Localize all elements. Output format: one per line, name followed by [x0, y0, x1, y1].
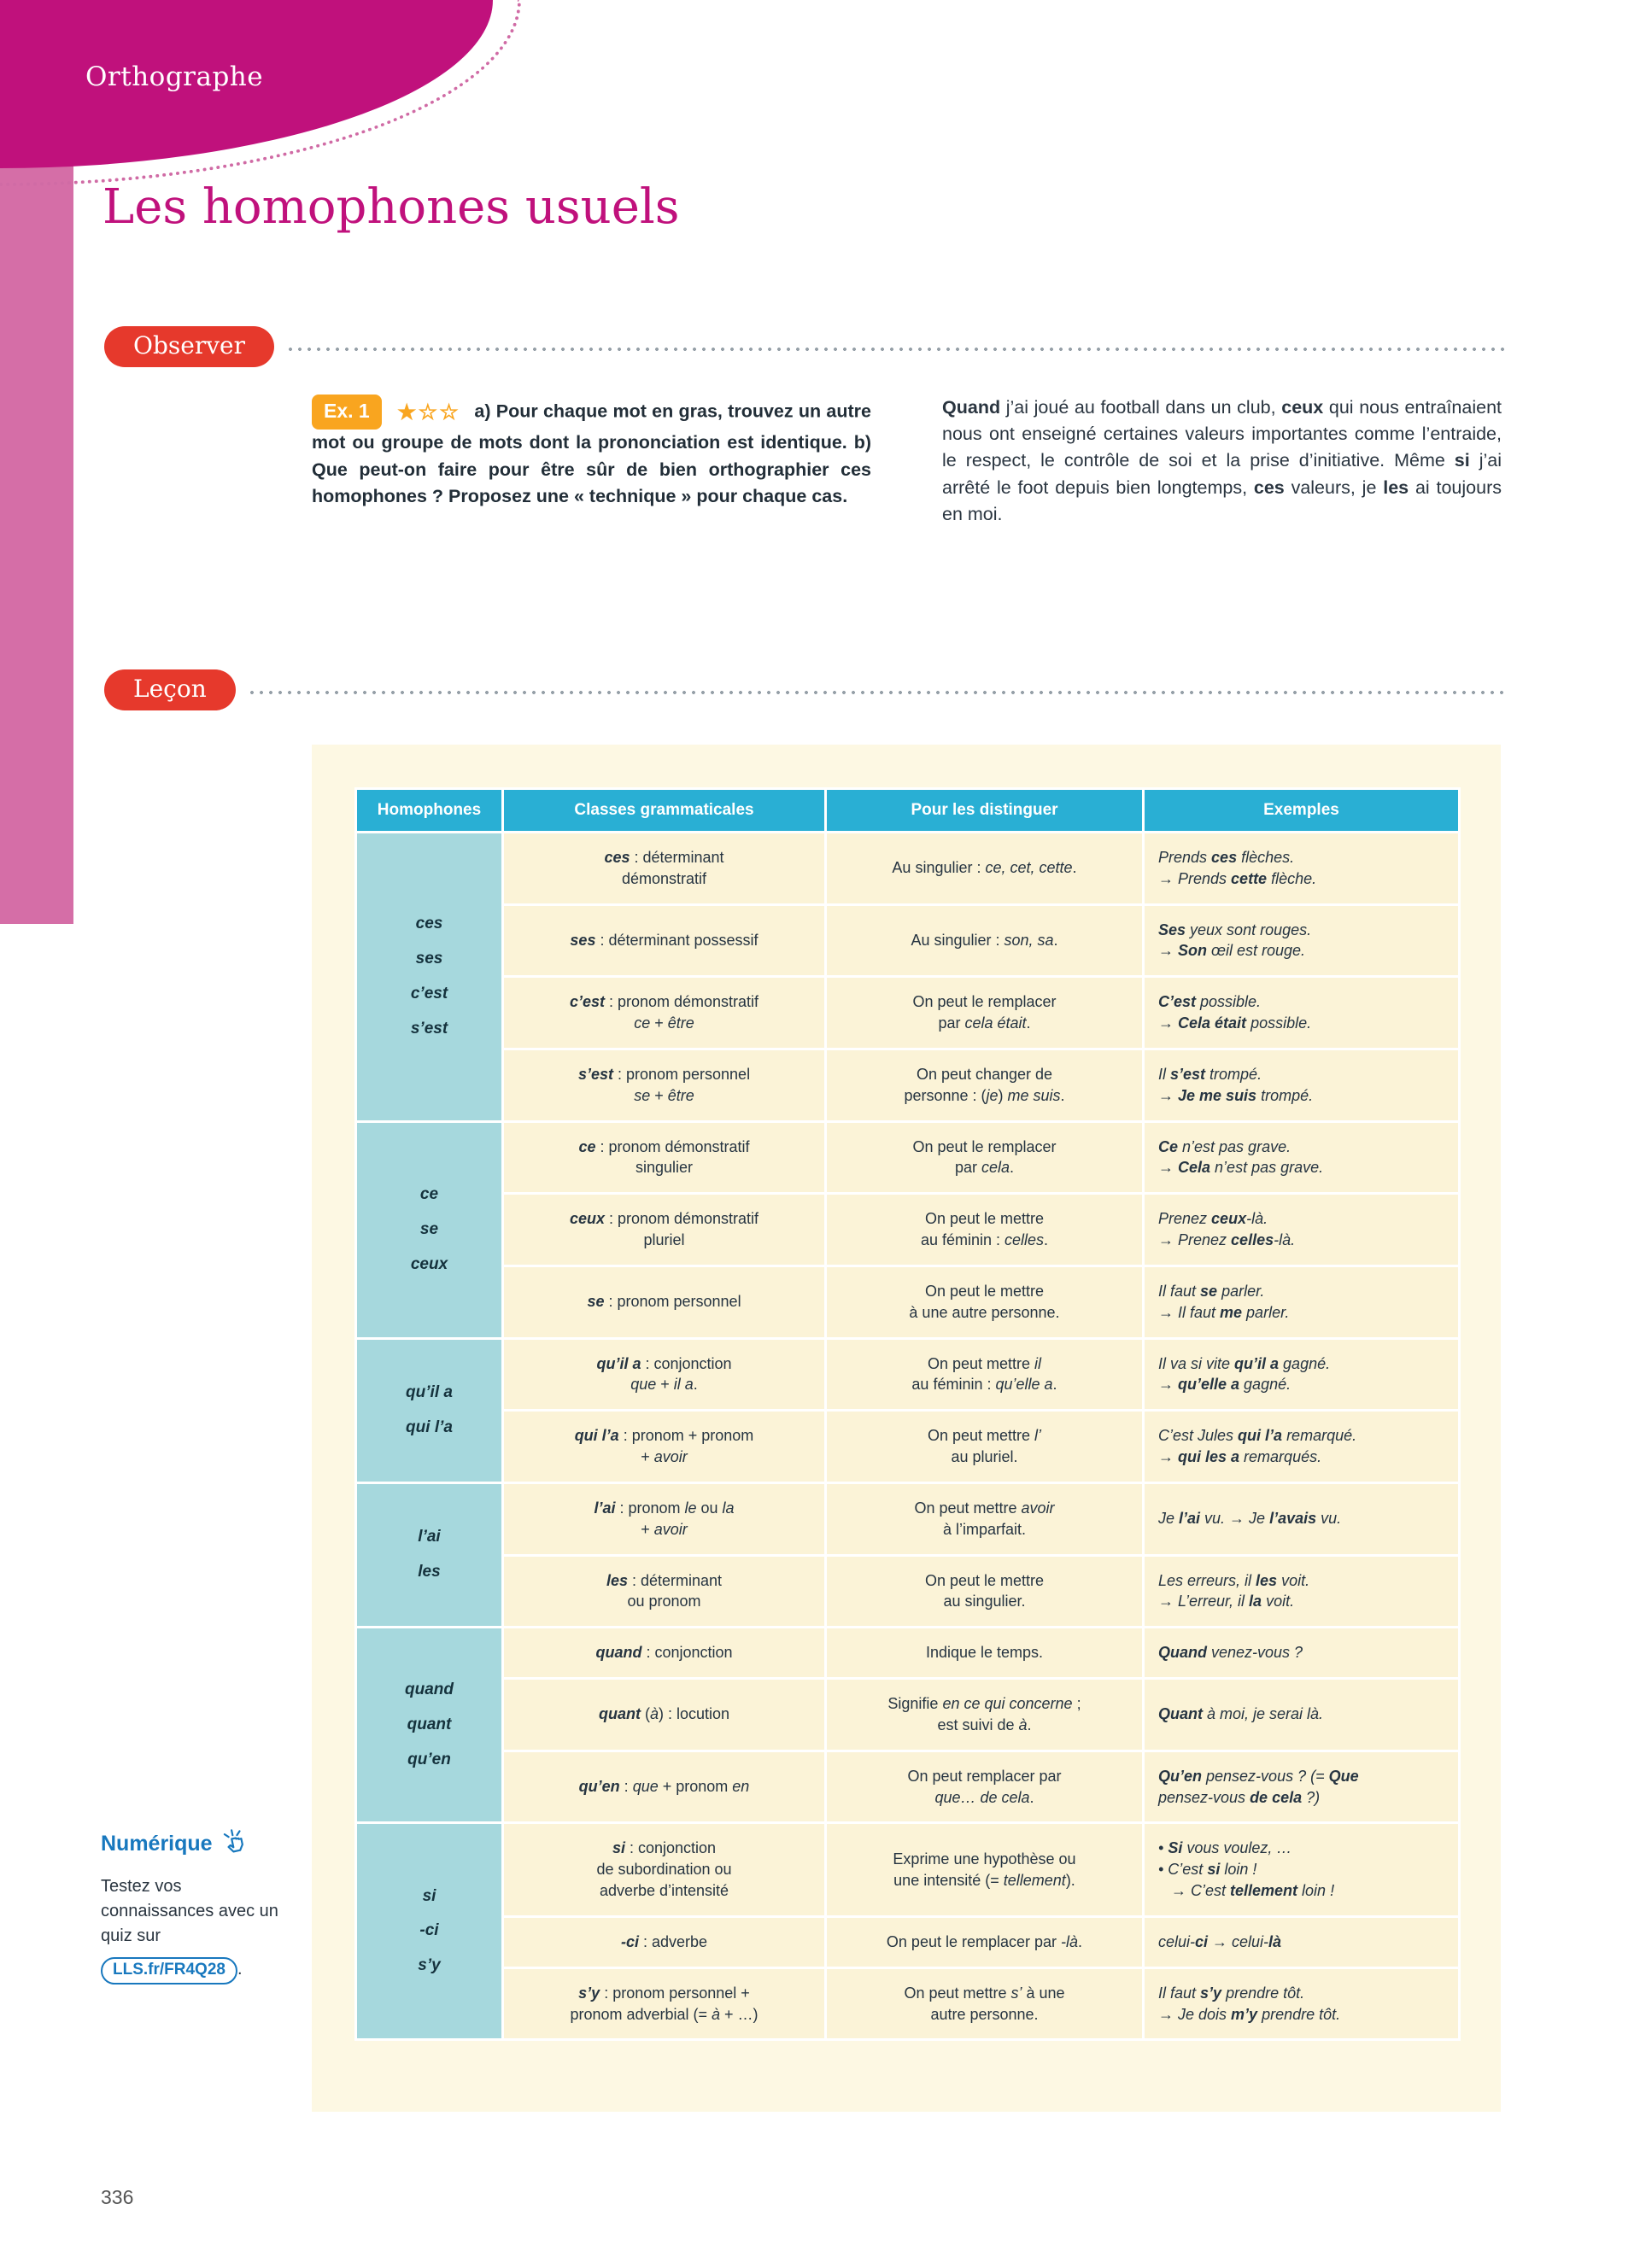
- table-row: [356, 904, 1460, 977]
- classe-cell: qu’il a : conjonction que + il a.: [503, 1338, 826, 1411]
- distinguer-cell: On peut changer de personne : (je) me suis.: [826, 1049, 1144, 1121]
- exemple-cell: Je l’ai vu. → Je l’avais vu.: [1144, 1482, 1460, 1555]
- dotted-leader: [288, 347, 1507, 352]
- distinguer-cell: Exprime une hypothèse ou une intensité (= tellement).: [826, 1823, 1144, 1916]
- distinguer-cell: On peut mettre avoir à l’imparfait.: [826, 1482, 1144, 1555]
- header-pour-les-distinguer: Pour les distinguer: [826, 789, 1144, 833]
- table-header-row: [356, 789, 1460, 833]
- exemple-cell: Il va si vite qu’il a gagné. → qu’elle a gagné.: [1144, 1338, 1460, 1411]
- distinguer-cell: On peut mettre s’ à une autre personne.: [826, 1967, 1144, 2040]
- classe-cell: s’y : pronom personnel + pronom adverbial (= à + …): [503, 1967, 826, 2040]
- classe-cell: qu’en : que + pronom en: [503, 1751, 826, 1823]
- table-row: [356, 1823, 1460, 1916]
- table-row: [356, 1194, 1460, 1266]
- distinguer-cell: On peut le mettre au singulier.: [826, 1555, 1144, 1628]
- numerique-sidebar: [101, 1827, 289, 1984]
- exercise-instructions: [312, 395, 871, 528]
- classe-cell: ceux : pronom démonstratif pluriel: [503, 1194, 826, 1266]
- table-row: [356, 1049, 1460, 1121]
- classe-cell: les : déterminant ou pronom: [503, 1555, 826, 1628]
- table-row: [356, 977, 1460, 1049]
- observer-section-header: [104, 326, 1507, 367]
- table-row: [356, 1266, 1460, 1338]
- numerique-suffix: .: [237, 1960, 243, 1979]
- exemple-cell: Les erreurs, il les voit. → L’erreur, il la voit.: [1144, 1555, 1460, 1628]
- classe-cell: ces : déterminant démonstratif: [503, 833, 826, 905]
- classe-cell: qui l’a : pronom + pronom + avoir: [503, 1411, 826, 1483]
- classe-cell: se : pronom personnel: [503, 1266, 826, 1338]
- exemple-cell: Prends ces flèches. → Prends cette flèche.: [1144, 833, 1460, 905]
- distinguer-cell: On peut mettre il au féminin : qu’elle a.: [826, 1338, 1144, 1411]
- numerique-label: Numérique: [101, 1832, 213, 1856]
- table-row: [356, 1628, 1460, 1679]
- numerique-header: [101, 1827, 289, 1861]
- table-row: [356, 1411, 1460, 1483]
- exemple-cell: Qu’en pensez-vous ? (= Que pensez-vous de cela ?): [1144, 1751, 1460, 1823]
- homophones-table-body: [356, 833, 1460, 2040]
- header-exemples: Exemples: [1144, 789, 1460, 833]
- exemple-cell: C’est Jules qui l’a remarqué. → qui les a remarqués.: [1144, 1411, 1460, 1483]
- exercise-passage: Quand j’ai joué au football dans un club, ceux qui nous entraînaient nous ont enseigné certaines valeurs importantes comme l’entraide, le respect, le contrôle de soi et la prise d’initiative. Même si j’ai arrêté le foot depuis bien longtemps, ces valeurs, je les ai toujours en moi.: [942, 397, 1502, 524]
- observer-badge: Observer: [104, 326, 274, 367]
- exemple-cell: Quant à moi, je serai là.: [1144, 1679, 1460, 1751]
- table-row: [356, 1121, 1460, 1194]
- exemple-cell: Il s’est trompé. → Je me suis trompé.: [1144, 1049, 1460, 1121]
- distinguer-cell: Signifie en ce qui concerne ; est suivi de à.: [826, 1679, 1144, 1751]
- table-row: [356, 1679, 1460, 1751]
- header-classes-grammaticales: Classes grammaticales: [503, 789, 826, 833]
- classe-cell: quant (à) : locution: [503, 1679, 826, 1751]
- classe-cell: quand : conjonction: [503, 1628, 826, 1679]
- table-row: [356, 1338, 1460, 1411]
- homophones-cell: ces ses c’est s’est: [356, 833, 503, 1122]
- exemple-cell: Ses yeux sont rouges. → Son œil est rouge.: [1144, 904, 1460, 977]
- chapter-label: Orthographe: [85, 61, 264, 92]
- dotted-leader: [249, 690, 1507, 695]
- homophones-cell: qu’il a qui l’a: [356, 1338, 503, 1482]
- exemple-cell: Il faut s’y prendre tôt. → Je dois m’y prendre tôt.: [1144, 1967, 1460, 2040]
- table-row: [356, 1967, 1460, 2040]
- homophones-cell: quand quant qu’en: [356, 1628, 503, 1823]
- distinguer-cell: Indique le temps.: [826, 1628, 1144, 1679]
- classe-cell: ses : déterminant possessif: [503, 904, 826, 977]
- homophones-cell: ce se ceux: [356, 1121, 503, 1338]
- exemple-cell: • Si vous voulez, … • C’est si loin ! → C’est tellement loin !: [1144, 1823, 1460, 1916]
- distinguer-cell: On peut mettre l’ au pluriel.: [826, 1411, 1144, 1483]
- lecon-section-header: [104, 669, 1507, 710]
- exemple-cell: Quand venez-vous ?: [1144, 1628, 1460, 1679]
- classe-cell: c’est : pronom démonstratif ce + être: [503, 977, 826, 1049]
- distinguer-cell: On peut remplacer par que… de cela.: [826, 1751, 1144, 1823]
- distinguer-cell: Au singulier : son, sa.: [826, 904, 1144, 977]
- table-row: [356, 1751, 1460, 1823]
- click-hand-icon: [220, 1827, 249, 1861]
- distinguer-cell: On peut le remplacer par cela était.: [826, 977, 1144, 1049]
- distinguer-cell: On peut le mettre à une autre personne.: [826, 1266, 1144, 1338]
- difficulty-stars: ★☆☆: [396, 400, 461, 424]
- exercise-1: [312, 395, 1502, 528]
- table-row: [356, 1916, 1460, 1967]
- table-row: [356, 1482, 1460, 1555]
- exemple-cell: Il faut se parler. → Il faut me parler.: [1144, 1266, 1460, 1338]
- table-row: [356, 833, 1460, 905]
- exemple-cell: Prenez ceux-là. → Prenez celles-là.: [1144, 1194, 1460, 1266]
- classe-cell: -ci : adverbe: [503, 1916, 826, 1967]
- distinguer-cell: On peut le remplacer par -là.: [826, 1916, 1144, 1967]
- classe-cell: l’ai : pronom le ou la + avoir: [503, 1482, 826, 1555]
- distinguer-cell: On peut le remplacer par cela.: [826, 1121, 1144, 1194]
- page-number: 336: [101, 2186, 134, 2208]
- exemple-cell: Ce n’est pas grave. → Cela n’est pas grave.: [1144, 1121, 1460, 1194]
- homophones-table: [354, 787, 1461, 2041]
- table-row: [356, 1555, 1460, 1628]
- page-title: Les homophones usuels: [102, 179, 680, 235]
- homophones-cell: l’ai les: [356, 1482, 503, 1627]
- classe-cell: si : conjonction de subordination ou adverbe d’intensité: [503, 1823, 826, 1916]
- distinguer-cell: On peut le mettre au féminin : celles.: [826, 1194, 1144, 1266]
- classe-cell: ce : pronom démonstratif singulier: [503, 1121, 826, 1194]
- lesson-panel: [312, 745, 1501, 2112]
- classe-cell: s’est : pronom personnel se + être: [503, 1049, 826, 1121]
- exercise-badge: Ex. 1: [312, 395, 382, 430]
- header-homophones: Homophones: [356, 789, 503, 833]
- lecon-badge: Leçon: [104, 669, 236, 710]
- exemple-cell: C’est possible. → Cela était possible.: [1144, 977, 1460, 1049]
- exercise-instructions-text: a) Pour chaque mot en gras, trouvez un autre mot ou groupe de mots dont la prononciation est identique. b) Que peut-on faire pour être sûr de bien orthographier ces homophones ? Proposez une « technique » pour chaque cas.: [312, 400, 871, 506]
- exemple-cell: celui-ci → celui-là: [1144, 1916, 1460, 1967]
- chapter-corner: [0, 0, 493, 168]
- distinguer-cell: Au singulier : ce, cet, cette.: [826, 833, 1144, 905]
- quiz-link[interactable]: LLS.fr/FR4Q28: [101, 1957, 237, 1984]
- homophones-cell: si -ci s’y: [356, 1823, 503, 2040]
- numerique-text: Testez vos connaissances avec un quiz sur: [101, 1877, 278, 1945]
